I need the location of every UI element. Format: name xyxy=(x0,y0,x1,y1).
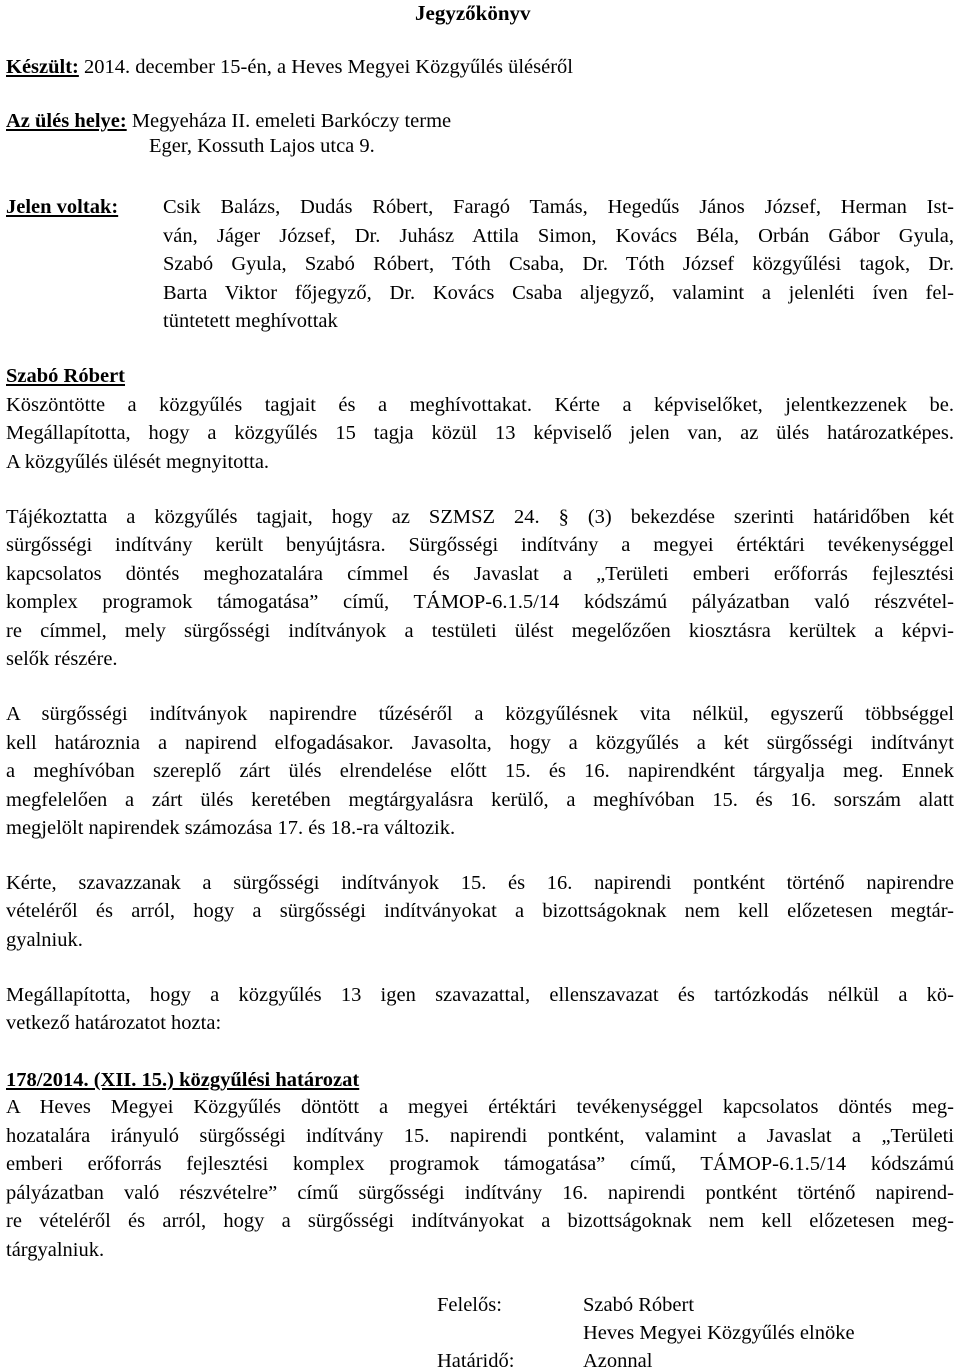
resolution-title: 178/2014. (XII. 15.) közgyűlési határozat xyxy=(6,1069,360,1091)
p2-line-4: komplex programok támogatása” című, TÁMOP-6.1.5/14 kódszámú pályázatban való részvétel- xyxy=(6,591,954,613)
p3-line-4: megfelelően a zárt ülés keretében megtárgyalásra kerülő, a meghívóban 15. és 16. sorszám alatt xyxy=(6,789,954,811)
p2-line-3: kapcsolatos döntés meghozatalára címmel és Javaslat a „Területi emberi erőforrás fejlesztési xyxy=(6,563,954,585)
hatarido-value: Azonnal xyxy=(583,1350,653,1372)
jelen-line-3: Szabó Gyula, Szabó Róbert, Tóth Csaba, Dr. Tóth József közgyűlési tagok, Dr. xyxy=(163,253,954,275)
p3-line-1: A sürgősségi indítványok napirendre tűzéséről a közgyűlésnek vita nélkül, egyszerű többséggel xyxy=(6,703,954,725)
p2-line-2: sürgősségi indítvány került benyújtásra. Sürgősségi indítvány a megyei értéktári tevékenységgel xyxy=(6,534,954,556)
speaker-name: Szabó Róbert xyxy=(6,365,126,387)
hatarido-label: Határidő: xyxy=(437,1350,515,1372)
resolution-line-5: re vételéről és arról, hogy a sürgősségi indítványokat a bizottságoknak nem kell előzetesen meg- xyxy=(6,1210,954,1232)
resolution-line-1: A Heves Megyei Közgyűlés döntött a megyei értéktári tevékenységgel kapcsolatos döntés meg- xyxy=(6,1096,954,1118)
hely-row xyxy=(6,111,451,132)
hely-line-1: Megyeháza II. emeleti Barkóczy terme xyxy=(126,110,452,132)
felelos-role: Heves Megyei Közgyűlés elnöke xyxy=(583,1322,855,1344)
jelen-line-1: Csik Balázs, Dudás Róbert, Faragó Tamás, Hegedűs János József, Herman Ist- xyxy=(163,196,954,218)
p5-line-1: Megállapította, hogy a közgyűlés 13 igen szavazattal, ellenszavazat és tartózkodás nélkül a kö- xyxy=(6,984,954,1006)
document-title: Jegyzőkönyv xyxy=(415,1,531,25)
p2-line-5: re címmel, mely sürgősségi indítványok a testületi ülést megelőzően kiosztásra kerültek a képvi- xyxy=(6,620,954,642)
p4-line-1: Kérte, szavazzanak a sürgősségi indítványok 15. és 16. napirendi pontként történő napirendre xyxy=(6,872,954,894)
p2-line-6: selők részére. xyxy=(6,648,118,670)
p1-line-1: Köszöntötte a közgyűlés tagjait és a meghívottakat. Kérte a képviselőket, jelentkezzenek be. xyxy=(6,394,954,416)
p3-line-5: megjelölt napirendek számozása 17. és 18.-ra változik. xyxy=(6,817,456,839)
felelos-name: Szabó Róbert xyxy=(583,1294,695,1316)
jelen-line-5: tüntetett meghívottak xyxy=(163,310,338,332)
p4-line-2: vételéről és arról, hogy a sürgősségi indítványokat a bizottságoknak nem kell előzetesen megtár- xyxy=(6,900,954,922)
keszult-text: 2014. december 15-én, a Heves Megyei Közgyűlés üléséről xyxy=(78,56,573,78)
resolution-line-3: emberi erőforrás fejlesztési komplex programok támogatása” című, TÁMOP-6.1.5/14 kódszámú xyxy=(6,1153,954,1175)
p3-line-3: a meghívóban szereplő zárt ülés elrendelése előtt 15. és 16. napirendként tárgyalja meg. Ennek xyxy=(6,760,954,782)
resolution-line-2: hozatalára irányuló sürgősségi indítvány 15. napirendi pontként, valamint a Javaslat a „Területi xyxy=(6,1125,954,1147)
keszult-label: Készült: xyxy=(6,56,79,78)
jelen-label: Jelen voltak: xyxy=(6,196,119,218)
p1-line-2: Megállapította, hogy a közgyűlés 15 tagja közül 13 képviselő jelen van, az ülés határozatképes. xyxy=(6,422,954,444)
jelen-line-4: Barta Viktor főjegyző, Dr. Kovács Csaba aljegyző, valamint a jelenléti íven fel- xyxy=(163,282,954,304)
p2-line-1: Tájékoztatta a közgyűlés tagjait, hogy az SZMSZ 24. § (3) bekezdése szerinti határidőben két xyxy=(6,506,954,528)
jelen-line-2: ván, Jáger József, Dr. Juhász Attila Simon, Kovács Béla, Orbán Gábor Gyula, xyxy=(163,225,954,247)
hely-label: Az ülés helye: xyxy=(6,110,127,132)
resolution-line-4: pályázatban való részvételre” című sürgősségi indítvány 16. napirendi pontként történő napirend- xyxy=(6,1182,954,1204)
resolution-line-6: tárgyalniuk. xyxy=(6,1239,105,1261)
p5-line-2: vetkező határozatot hozta: xyxy=(6,1012,222,1034)
p4-line-3: gyalniuk. xyxy=(6,929,83,951)
hely-line-2: Eger, Kossuth Lajos utca 9. xyxy=(149,135,375,157)
p3-line-2: kell határoznia a napirend elfogadásakor. Javasolta, hogy a közgyűlés a két sürgősségi indítványt xyxy=(6,732,954,754)
p1-line-3: A közgyűlés ülését megnyitotta. xyxy=(6,451,270,473)
keszult-row xyxy=(6,57,573,78)
felelos-label: Felelős: xyxy=(437,1294,502,1316)
